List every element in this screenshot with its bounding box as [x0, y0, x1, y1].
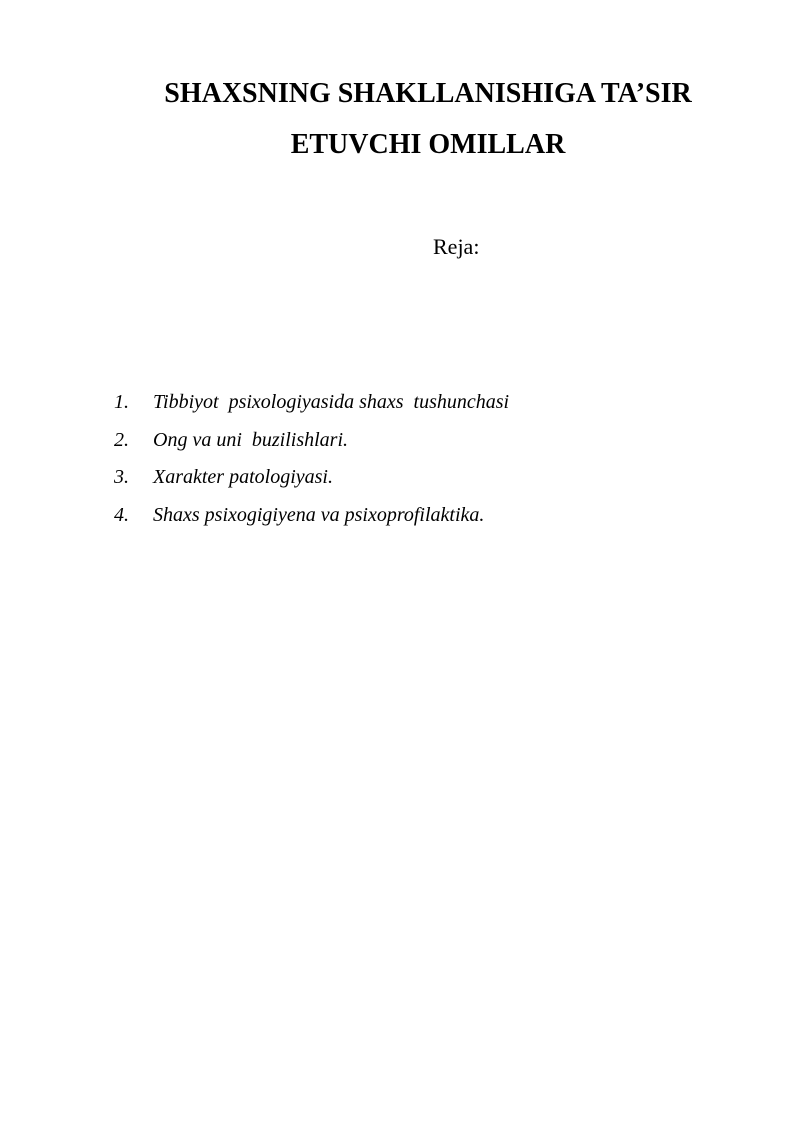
plan-item: [0, 391, 510, 430]
plan-list: [0, 391, 510, 542]
document-title-line-2: ETUVCHI OMILLAR: [290, 129, 566, 160]
plan-item-text: Tibbiyot psixologiyasida shaxs tushunchasi: [153, 391, 510, 413]
plan-item: [0, 503, 485, 543]
plan-item-number: 3.: [114, 466, 129, 488]
plan-heading: Reja:: [433, 234, 480, 259]
plan-item-text: Xarakter patologiyasi.: [153, 466, 333, 488]
plan-item-number: 4.: [114, 503, 129, 526]
plan-item-number: 1.: [114, 391, 129, 413]
plan-item-text: Ong va uni buzilishlari.: [153, 428, 349, 451]
plan-item: [0, 428, 349, 468]
document-title-line-1: SHAXSNING SHAKLLANISHIGA TA’SIR: [164, 78, 692, 109]
plan-item-number: 2.: [114, 428, 129, 451]
plan-item: [0, 466, 333, 505]
plan-item-text: Shaxs psixogigiyena va psixoprofilaktika.: [153, 503, 485, 526]
